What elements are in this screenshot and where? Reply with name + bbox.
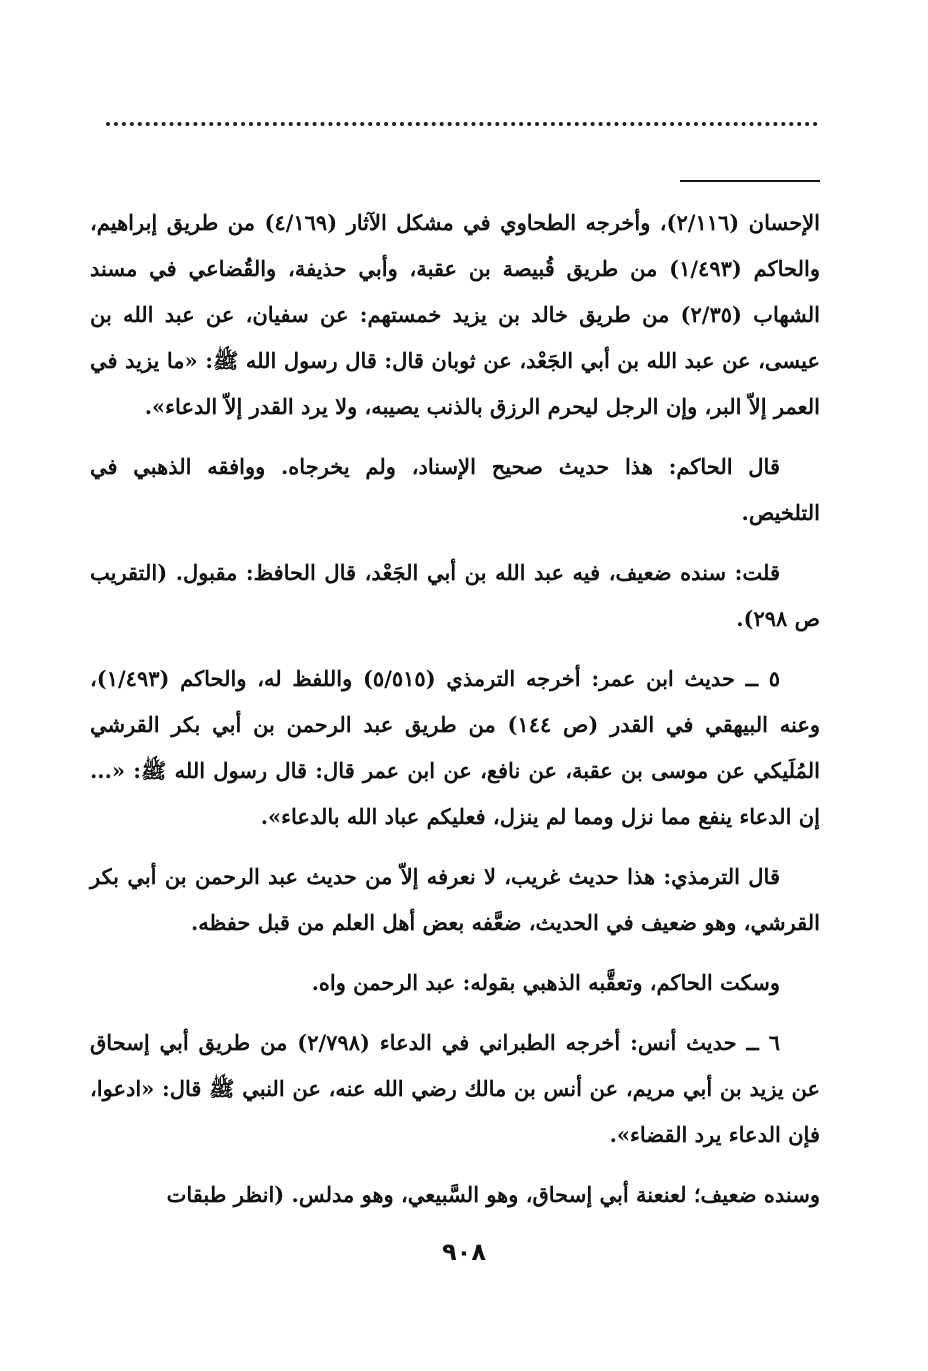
paragraph-lead: ٥ ــ حديث ابن عمر: bbox=[591, 666, 780, 691]
paragraph-lead: ٦ ــ حديث أنس: bbox=[630, 1030, 780, 1055]
paragraph-body: سنده ضعيف، فيه عبد الله بن أبي الجَعْد، قال الحافظ: مقبول. (التقريب ص ٢٩٨). bbox=[90, 560, 820, 631]
dotted-separator bbox=[106, 122, 818, 126]
footnote-paragraph: قال الحاكم: هذا حديث صحيح الإسناد، ولم يخرجاه. ووافقه الذهبي في التلخيص. bbox=[90, 454, 820, 525]
footnote-paragraph: وسكت الحاكم، وتعقَّبه الذهبي بقوله: عبد الرحمن واه. bbox=[311, 970, 780, 995]
footnote-paragraph bbox=[90, 550, 820, 642]
paragraph-body: أخرجه الترمذي (٥/٥١٥) واللفظ له، والحاكم (١/٤٩٣)، وعنه البيهقي في القدر (ص ١٤٤) من طريق عبد الرحمن بن أبي بكر القرشي المُلَيكي عن موسى بن عقبة، عن نافع، عن ابن عمر قال: قال رسول الله ﷺ: «... إن الدعاء ينفع مما نزل ومما لم ينزل، فعليكم عباد الله بالدعاء». bbox=[90, 666, 820, 829]
footnote-paragraph bbox=[90, 1020, 820, 1158]
footnote-paragraph: الإحسان (٢/١١٦)، وأخرجه الطحاوي في مشكل الآثار (٤/١٦٩) من طريق إبراهيم، والحاكم (١/٤٩٣) من طريق قُبيصة بن عقبة، وأبي حذيفة، والقُضاعي في مسند الشهاب (٢/٣٥) من طريق خالد بن يزيد خمستهم: عن سفيان، عن عبد الله بن عيسى، عن عبد الله بن أبي الجَعْد، عن ثوبان قال: قال رسول الله ﷺ: «ما يزيد في العمر إلاّ البر، وإن الرجل ليحرم الرزق بالذنب يصيبه، ولا يرد القدر إلاّ الدعاء». bbox=[90, 210, 821, 419]
paragraph-body: أخرجه الطبراني في الدعاء (٢/٧٩٨) من طريق أبي إسحاق عن يزيد بن أبي مريم، عن أنس بن مالك رضي الله عنه، عن النبي ﷺ قال: «ادعوا، فإن الدعاء يرد القضاء». bbox=[90, 1030, 820, 1147]
paragraph-lead: قلت: bbox=[734, 560, 780, 585]
footnote-paragraph bbox=[90, 656, 820, 840]
footnote-text-block bbox=[90, 200, 820, 1232]
footnote-paragraph: وسنده ضعيف؛ لعنعنة أبي إسحاق، وهو السَّبيعي، وهو مدلس. (انظر طبقات bbox=[166, 1182, 820, 1207]
footnote-paragraph: قال الترمذي: هذا حديث غريب، لا نعرفه إلاّ من حديث عبد الرحمن بن أبي بكر القرشي، وهو ضعيف في الحديث، ضعَّفه بعض أهل العلم من قبل حفظه. bbox=[90, 864, 820, 935]
page-number: ٩٠٨ bbox=[442, 1238, 486, 1266]
footnote-rule bbox=[680, 180, 820, 182]
